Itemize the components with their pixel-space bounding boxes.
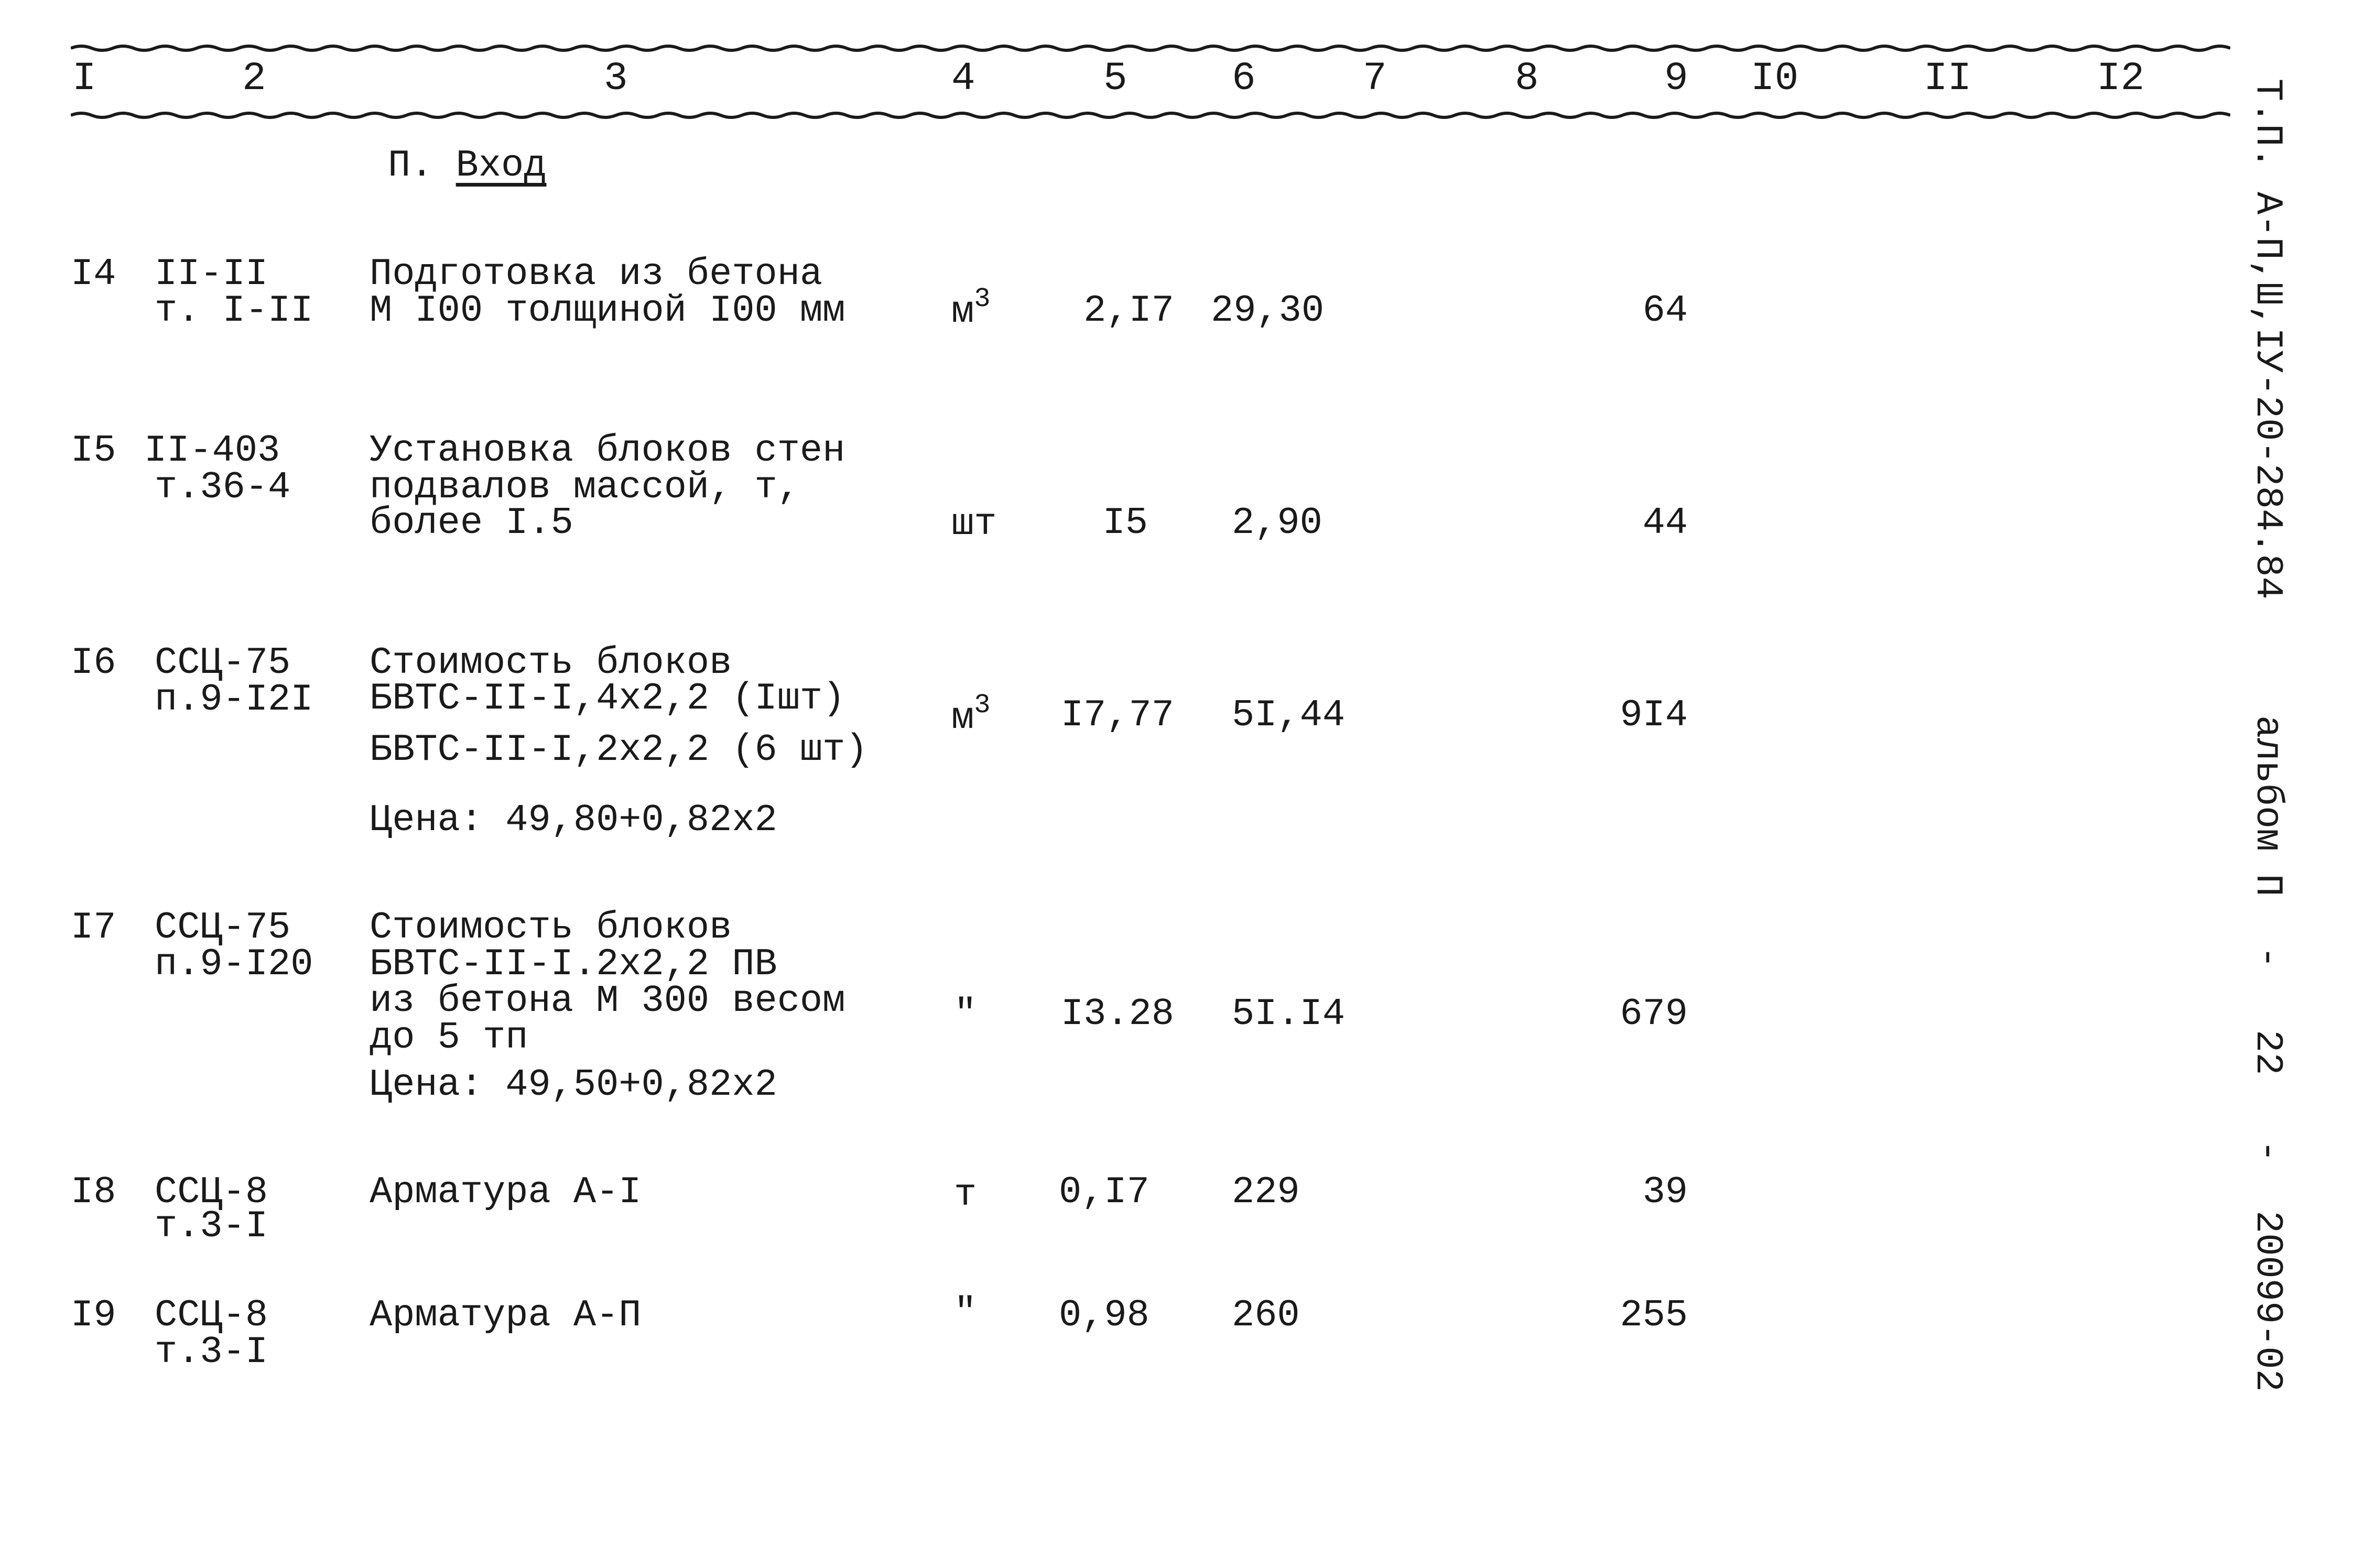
- quantity: I7,77: [1060, 694, 1174, 737]
- side-stamp-page: 22: [2246, 1030, 2289, 1075]
- row-number: I6: [71, 641, 116, 684]
- side-stamp-album: альбом П: [2246, 715, 2289, 897]
- unit-price: 5I.I4: [1232, 993, 1346, 1036]
- unit-ditto: ": [954, 1291, 977, 1334]
- col-header-11: II: [1924, 56, 1972, 101]
- description-line: БВТС-II-I,4х2,2 (Iшт): [370, 677, 845, 720]
- col-header-8: 8: [1515, 56, 1539, 101]
- unit-exponent: 3: [974, 690, 991, 721]
- description-line: Стоимость блоков: [370, 641, 732, 684]
- quantity: 0,I7: [1059, 1171, 1150, 1214]
- description-line: Подготовка из бетона: [370, 253, 823, 296]
- section-prefix: П.: [388, 144, 433, 187]
- description-line: БВТС-II-I,2х2,2 (6 шт): [370, 728, 868, 771]
- row-number: I7: [71, 906, 116, 949]
- unit: [951, 284, 991, 333]
- section-title: Вход: [456, 144, 547, 187]
- side-stamp-dash: -: [2246, 1140, 2289, 1163]
- unit-price: 260: [1232, 1294, 1300, 1337]
- col-header-3: 3: [604, 56, 628, 101]
- description-line: БВТС-II-I.2х2,2 ПВ: [370, 943, 777, 986]
- row-number: I8: [71, 1171, 116, 1214]
- side-stamp-code: 20099-02: [2246, 1211, 2289, 1392]
- unit-price: 229: [1232, 1171, 1300, 1214]
- code-line: т.3-I: [155, 1205, 268, 1248]
- col-header-12: I2: [2097, 56, 2145, 101]
- unit-price: 5I,44: [1232, 694, 1346, 737]
- total-cost: 64: [1642, 289, 1688, 332]
- col-header-10: I0: [1751, 56, 1799, 101]
- description-line: Стоимость блоков: [370, 906, 732, 949]
- col-header-2: 2: [242, 56, 266, 101]
- section-heading: [388, 144, 547, 187]
- description-line: Арматура А-I: [370, 1171, 642, 1214]
- price-formula: Цена: 49,50+0,82х2: [370, 1063, 777, 1106]
- col-header-6: 6: [1232, 56, 1256, 101]
- row-number: I9: [71, 1294, 116, 1337]
- code-line: п.9-I20: [155, 943, 313, 986]
- description-line: подвалов массой, т,: [370, 466, 800, 509]
- col-header-7: 7: [1363, 56, 1387, 101]
- total-cost: 39: [1642, 1171, 1688, 1214]
- unit: шт: [951, 503, 997, 546]
- side-stamp-project: Т.П. А-П,Ш,IУ-20-284.84: [2246, 79, 2289, 600]
- description-line: более I.5: [370, 502, 573, 545]
- unit-text: м: [951, 696, 974, 739]
- total-cost: 9I4: [1620, 694, 1688, 737]
- col-header-5: 5: [1103, 56, 1127, 101]
- code-line: ССЦ-8: [155, 1294, 268, 1337]
- unit-exponent: 3: [974, 284, 991, 314]
- col-header-4: 4: [951, 56, 975, 101]
- description-line: Арматура А-П: [370, 1294, 642, 1337]
- total-cost: 679: [1620, 993, 1688, 1036]
- col-header-9: 9: [1664, 56, 1688, 101]
- header-top-rule: [71, 42, 2230, 55]
- code-line: II-403: [144, 429, 280, 472]
- code-line: т.3-I: [155, 1331, 268, 1374]
- unit: [951, 690, 991, 739]
- unit-price: 29,30: [1211, 289, 1325, 332]
- header-bottom-rule: [71, 109, 2230, 122]
- side-stamp-dash: -: [2246, 946, 2289, 969]
- quantity: I5: [1102, 502, 1148, 545]
- code-line: ССЦ-75: [155, 641, 291, 684]
- row-number: I4: [71, 253, 116, 296]
- description-line: М I00 толщиной I00 мм: [370, 289, 845, 332]
- quantity: 2,I7: [1083, 289, 1174, 332]
- col-header-1: I: [72, 56, 96, 101]
- total-cost: 255: [1620, 1294, 1688, 1337]
- description-line: из бетона М 300 весом: [370, 979, 845, 1022]
- code-line: т. I-II: [155, 289, 313, 332]
- quantity: I3.28: [1060, 993, 1174, 1036]
- code-line: т.36-4: [155, 466, 291, 509]
- code-line: II-II: [155, 253, 268, 296]
- unit-ditto: ": [954, 993, 977, 1036]
- code-line: ССЦ-75: [155, 906, 291, 949]
- unit: т: [954, 1173, 977, 1216]
- unit-price: 2,90: [1232, 502, 1322, 545]
- code-line: ССЦ-8: [155, 1171, 268, 1214]
- unit-text: м: [951, 290, 974, 333]
- description-line: до 5 тп: [370, 1016, 528, 1059]
- row-number: I5: [71, 429, 116, 472]
- description-line: Установка блоков стен: [370, 429, 845, 472]
- code-line: п.9-I2I: [155, 678, 313, 721]
- quantity: 0,98: [1059, 1294, 1150, 1337]
- total-cost: 44: [1642, 502, 1688, 545]
- price-formula: Цена: 49,80+0,82х2: [370, 799, 777, 842]
